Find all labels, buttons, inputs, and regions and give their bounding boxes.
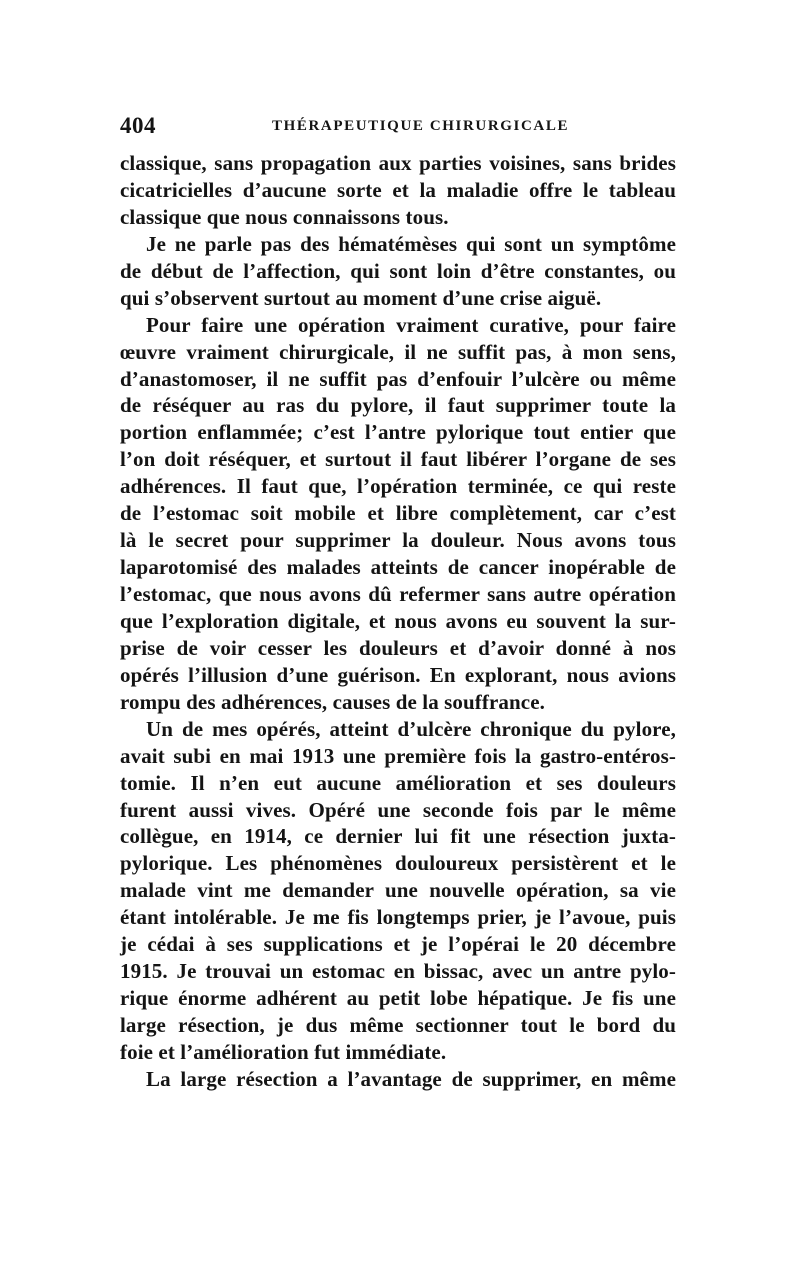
text-line: je cédai à ses supplications et je l’opérai le 20 décembre [120, 932, 676, 957]
text-line: Un de mes opérés, atteint d’ulcère chronique du pylore, [146, 716, 676, 741]
text-line: étant intolérable. Je me fis longtemps prier, je l’avoue, puis [120, 905, 676, 930]
text-line: rique énorme adhérent au petit lobe hépatique. Je fis une [120, 986, 676, 1011]
text-line: portion enflammée; c’est l’antre pylorique tout entier que [120, 420, 676, 445]
text-line: œuvre vraiment chirurgicale, il ne suffit pas, à mon sens, [120, 339, 676, 364]
text-line: de réséquer au ras du pylore, il faut supprimer toute la [120, 393, 676, 418]
text-line: classique, sans propagation aux parties voisines, sans brides [120, 151, 676, 175]
text-line: l’on doit réséquer, et surtout il faut libérer l’organe de ses [120, 447, 676, 472]
page-number: 404 [120, 113, 156, 138]
text-line: 1915. Je trouvai un estomac en bissac, avec un antre pylo- [120, 959, 676, 984]
text-line: La large résection a l’avantage de supprimer, en même [146, 1066, 676, 1091]
text-line: opérés l’illusion d’une guérison. En explorant, nous avions [120, 662, 676, 687]
text-line: d’anastomoser, il ne suffit pas d’enfouir l’ulcère ou même [120, 366, 676, 391]
text-line: qui s’observent surtout au moment d’une crise aiguë. [120, 285, 602, 310]
text-line: tomie. Il n’en eut aucune amélioration et ses douleurs [120, 770, 676, 795]
text-line: laparotomisé des malades atteints de cancer inopérable de [120, 555, 676, 580]
text-line: Je ne parle pas des hématémèses qui sont un symptôme [146, 231, 676, 256]
text-line: cicatricielles d’aucune sorte et la maladie offre le tableau [120, 177, 676, 202]
text-line: avait subi en mai 1913 une première fois la gastro-entéros- [120, 743, 676, 768]
text-line: adhérences. Il faut que, l’opération terminée, ce qui reste [120, 474, 676, 499]
text-line: que l’exploration digitale, et nous avons eu souvent la sur- [120, 608, 676, 633]
text-line: rompu des adhérences, causes de la souffrance. [120, 689, 545, 714]
running-title: THÉRAPEUTIQUE CHIRURGICALE [272, 118, 570, 134]
running-head [120, 113, 676, 143]
text-line: là le secret pour supprimer la douleur. Nous avons tous [120, 528, 676, 553]
text-line: pylorique. Les phénomènes douloureux persistèrent et le [120, 851, 676, 876]
text-line: Pour faire une opération vraiment curative, pour faire [146, 312, 676, 337]
body-text [120, 150, 676, 1093]
text-line: l’estomac, que nous avons dû refermer sans autre opération [120, 582, 676, 606]
text-line: de l’estomac soit mobile et libre complètement, car c’est [120, 501, 676, 526]
text-line: malade vint me demander une nouvelle opération, sa vie [120, 878, 676, 903]
text-line: foie et l’amélioration fut immédiate. [120, 1039, 447, 1064]
text-line: large résection, je dus même sectionner tout le bord du [120, 1013, 676, 1037]
text-line: collègue, en 1914, ce dernier lui fit une résection juxta- [120, 824, 676, 849]
text-line: de début de l’affection, qui sont loin d’être constantes, ou [120, 258, 676, 283]
text-line: furent aussi vives. Opéré une seconde fois par le même [120, 797, 676, 822]
text-line: prise de voir cesser les douleurs et d’avoir donné à nos [120, 635, 676, 660]
text-line: classique que nous connaissons tous. [120, 204, 449, 229]
